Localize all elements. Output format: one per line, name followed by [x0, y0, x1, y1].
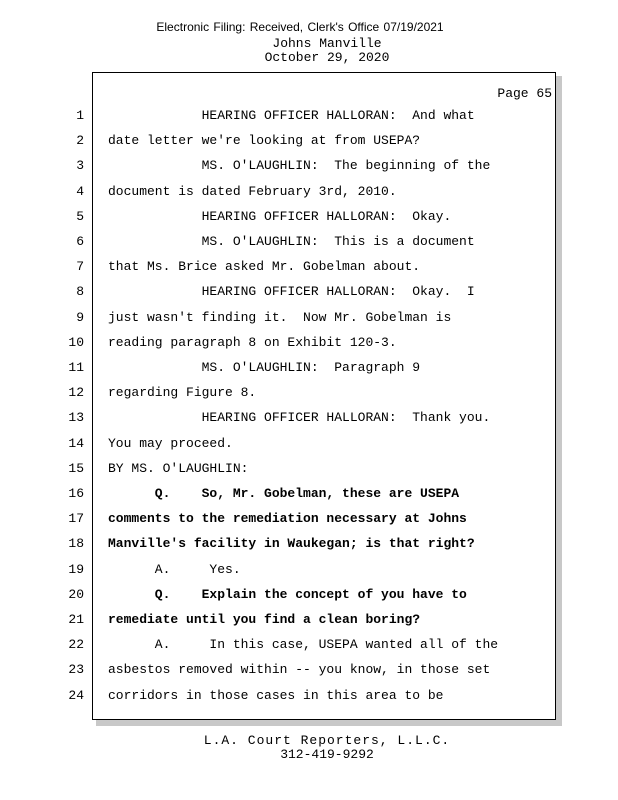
transcript-line: [0, 461, 600, 481]
transcript-line: [0, 184, 600, 204]
transcript-line: [0, 511, 600, 531]
line-number: 17: [68, 511, 84, 527]
line-text: MS. O'LAUGHLIN: This is a document: [108, 234, 475, 249]
line-number: 15: [68, 460, 84, 476]
transcript-line: [0, 662, 600, 682]
line-number: 9: [76, 309, 84, 325]
filing-stamp: Electronic Filing: Received, Clerk's Office 07/19/2021: [156, 20, 444, 34]
transcript-line: [0, 562, 600, 582]
line-number: 5: [76, 208, 84, 224]
line-number: 3: [76, 158, 84, 174]
line-number: 12: [68, 385, 84, 401]
line-text: document is dated February 3rd, 2010.: [108, 183, 397, 199]
transcript-line: [0, 335, 600, 355]
transcript-line: [0, 410, 600, 430]
line-text: HEARING OFFICER HALLORAN: Okay.: [108, 208, 452, 224]
transcript-line: [0, 158, 600, 178]
line-number: 6: [76, 234, 84, 249]
line-text: BY MS. O'LAUGHLIN:: [108, 460, 249, 476]
line-text: just wasn't finding it. Now Mr. Gobelman is: [108, 309, 452, 325]
transcript-line: [0, 536, 600, 556]
line-text: Q. Explain the concept of you have to: [108, 586, 467, 602]
line-text: remediate until you find a clean boring?: [108, 612, 421, 627]
header-date: October 29, 2020: [264, 50, 390, 65]
line-text: Manville's facility in Waukegan; is that right?: [108, 536, 475, 552]
transcript-line: [0, 284, 600, 304]
line-text: A. Yes.: [108, 561, 241, 577]
line-number: 10: [68, 334, 84, 350]
transcript-line: [0, 108, 600, 128]
line-text: date letter we're looking at from USEPA?: [108, 133, 421, 149]
line-number: 19: [68, 561, 84, 577]
transcript-line: [0, 486, 600, 506]
line-number: 14: [68, 435, 84, 451]
page-number: Page 65: [497, 86, 552, 101]
transcript-line: [0, 360, 600, 380]
header-case-name: Johns Manville: [272, 36, 382, 51]
line-number: 13: [68, 410, 84, 426]
line-text: corridors in those cases in this area to be: [108, 687, 444, 703]
transcript-line: [0, 209, 600, 229]
footer-phone: 312-419-9292: [280, 747, 374, 762]
transcript-line: [0, 612, 600, 632]
line-number: 4: [76, 183, 84, 199]
line-text: reading paragraph 8 on Exhibit 120-3.: [108, 334, 397, 350]
line-text: You may proceed.: [108, 435, 233, 451]
line-text: comments to the remediation necessary at Johns: [108, 511, 467, 527]
line-text: A. In this case, USEPA wanted all of the: [108, 637, 499, 653]
line-text: Q. So, Mr. Gobelman, these are USEPA: [108, 486, 460, 501]
line-text: regarding Figure 8.: [108, 385, 257, 401]
transcript-line: [0, 385, 600, 405]
line-text: HEARING OFFICER HALLORAN: Okay. I: [108, 284, 475, 300]
line-text: MS. O'LAUGHLIN: Paragraph 9: [108, 360, 421, 375]
transcript-line: [0, 688, 600, 708]
line-text: HEARING OFFICER HALLORAN: And what: [108, 108, 475, 123]
line-number: 16: [68, 486, 84, 501]
line-number: 18: [68, 536, 84, 552]
line-text: HEARING OFFICER HALLORAN: Thank you.: [108, 410, 491, 426]
transcript-line: [0, 259, 600, 279]
line-number: 8: [76, 284, 84, 300]
transcript-line: [0, 587, 600, 607]
line-number: 20: [68, 586, 84, 602]
transcript-line: [0, 310, 600, 330]
line-number: 24: [68, 687, 84, 703]
line-text: asbestos removed within -- you know, in those set: [108, 662, 491, 678]
line-number: 2: [76, 133, 84, 149]
line-number: 23: [68, 662, 84, 678]
line-number: 1: [76, 108, 84, 123]
transcript-line: [0, 436, 600, 456]
transcript-line: [0, 234, 600, 254]
footer-company: L.A. Court Reporters, L.L.C.: [203, 733, 451, 748]
transcript-line: [0, 133, 600, 153]
line-text: that Ms. Brice asked Mr. Gobelman about.: [108, 259, 421, 275]
line-number: 21: [68, 612, 84, 627]
transcript-line: [0, 637, 600, 657]
line-number: 11: [68, 360, 84, 375]
line-text: MS. O'LAUGHLIN: The beginning of the: [108, 158, 491, 174]
line-number: 7: [76, 259, 84, 275]
line-number: 22: [68, 637, 84, 653]
